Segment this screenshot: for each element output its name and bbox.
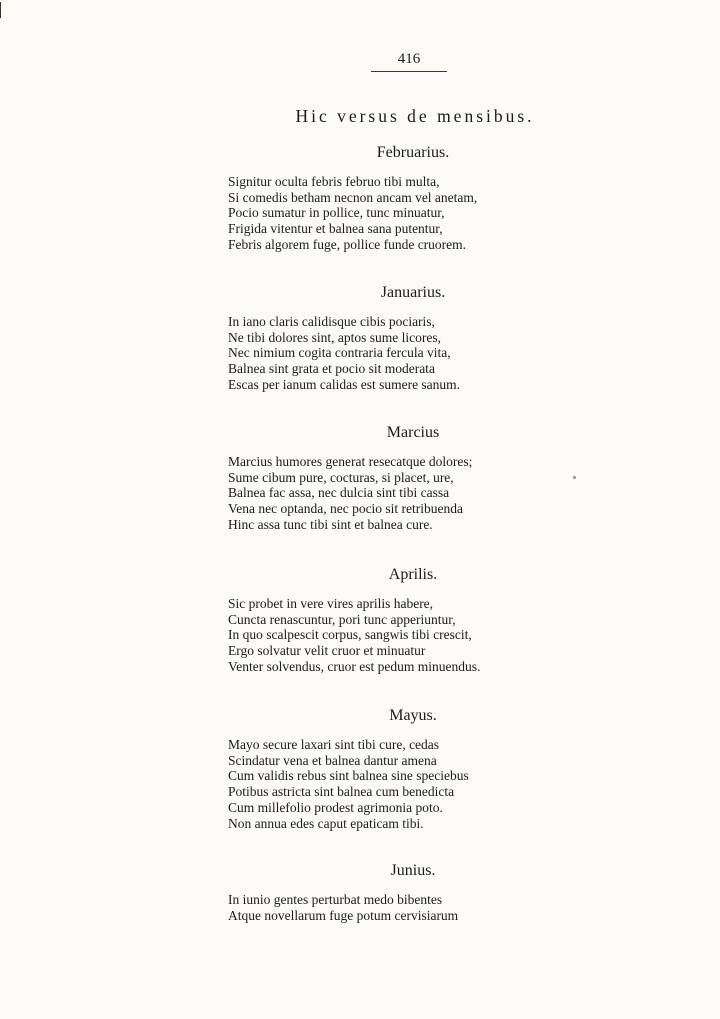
verse-line: Signitur oculta febris februo tibi multa, bbox=[228, 174, 440, 189]
verse-line: Cum millefolio prodest agrimonia poto. bbox=[228, 799, 443, 815]
verse-line: Atque novellarum fuge potum cervisiarum bbox=[228, 907, 459, 923]
verse-line: In iunio gentes perturbat medo bibentes bbox=[228, 892, 443, 907]
verse-line: Cuncta renascuntur, pori tunc apperiuntur, bbox=[228, 611, 456, 627]
verse-line: Si comedis betham necnon ancam vel anetam, bbox=[228, 189, 478, 205]
verse-block-mayus bbox=[228, 737, 568, 831]
verse-line: In iano claris calidisque cibis pociaris, bbox=[228, 314, 435, 329]
verse-line: Sume cibum pure, cocturas, si placet, ure, bbox=[228, 469, 454, 485]
section-heading-januarius: Januarius. bbox=[380, 284, 446, 301]
verse-line: Febris algorem fuge, pollice funde cruorem. bbox=[228, 236, 467, 252]
verse-line: Hinc assa tunc tibi sint et balnea cure. bbox=[228, 516, 433, 532]
page-number-rule bbox=[371, 71, 447, 72]
paper-speck bbox=[573, 476, 576, 479]
section-heading-mayus: Mayus. bbox=[389, 707, 437, 724]
verse-block-januarius bbox=[228, 314, 568, 393]
verse-line: Scindatur vena et balnea dantur amena bbox=[228, 752, 437, 768]
verse-line: Balnea sint grata et pocio sit moderata bbox=[228, 361, 435, 377]
verse-line: Ne tibi dolores sint, aptos sume licores, bbox=[228, 329, 441, 345]
page-edge-mark bbox=[0, 2, 4, 18]
verse-line: Cum validis rebus sint balnea sine speciebus bbox=[228, 768, 469, 784]
verse-line: Sic probet in vere vires aprilis habere, bbox=[228, 596, 434, 611]
verse-line: Frigida vitentur et balnea sana putentur, bbox=[228, 221, 443, 237]
verse-block-aprilis bbox=[228, 596, 568, 675]
section-heading-marcius: Marcius bbox=[386, 424, 440, 441]
verse-line: Balnea fac assa, nec dulcia sint tibi cassa bbox=[228, 485, 450, 501]
verse-line: In quo scalpescit corpus, sangwis tibi crescit, bbox=[228, 627, 472, 643]
verse-line: Escas per ianum calidas est sumere sanum. bbox=[228, 376, 461, 392]
page-number: 416 bbox=[397, 51, 421, 67]
verse-line: Nec nimium cogita contraria fercula vita, bbox=[228, 345, 451, 361]
section-heading-junius: Junius. bbox=[390, 862, 436, 879]
verse-line: Pocio sumatur in pollice, tunc minuatur, bbox=[228, 205, 445, 221]
verse-line: Vena nec optanda, nec pocio sit retribuenda bbox=[228, 501, 464, 517]
verse-line: Ergo solvatur velit cruor et minuatur bbox=[228, 643, 426, 659]
section-heading-februarius: Februarius. bbox=[376, 144, 450, 161]
verse-line: Potibus astricta sint balnea cum benedicta bbox=[228, 784, 455, 800]
verse-block-marcius bbox=[228, 454, 568, 533]
verse-block-februarius bbox=[228, 174, 568, 253]
verse-line: Venter solvendus, cruor est pedum minuendus. bbox=[228, 658, 481, 674]
page-title: Hic versus de mensibus. bbox=[295, 106, 535, 126]
verse-line: Marcius humores generat resecatque dolores; bbox=[228, 454, 473, 469]
section-heading-aprilis: Aprilis. bbox=[388, 566, 438, 583]
verse-line: Non annua edes caput epaticam tibi. bbox=[228, 815, 424, 831]
verse-block-junius bbox=[228, 892, 568, 923]
verse-line: Mayo secure laxari sint tibi cure, cedas bbox=[228, 737, 440, 752]
